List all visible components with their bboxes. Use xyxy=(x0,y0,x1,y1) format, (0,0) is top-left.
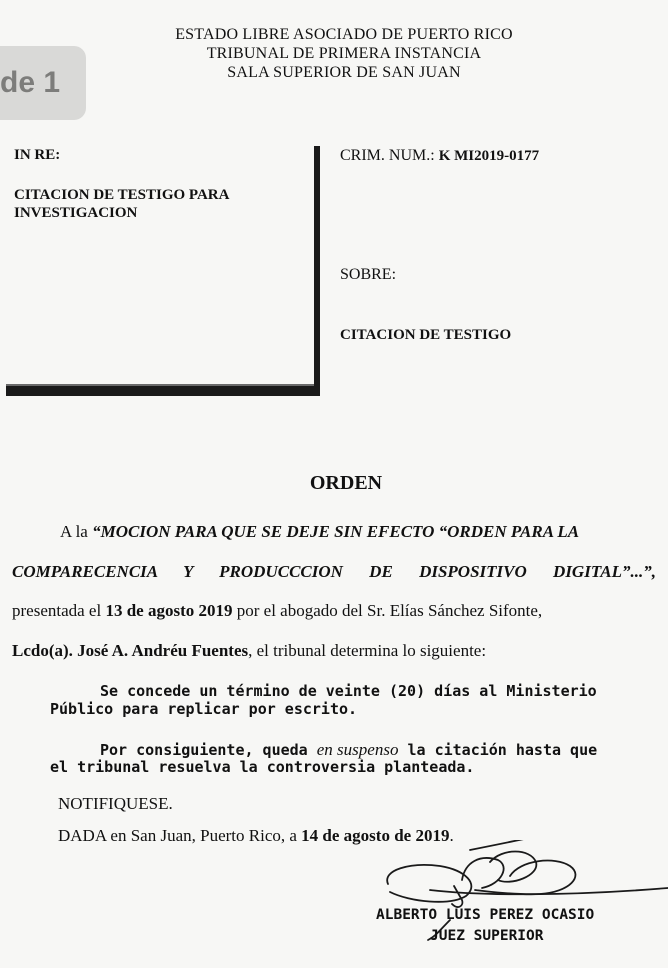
p1-lawyer: Lcdo(a). José A. Andréu Fuentes xyxy=(12,641,249,660)
p1-line4 xyxy=(12,641,486,661)
given-date: 14 de agosto de 2019 xyxy=(301,826,450,845)
p1-motion-a: “MOCION PARA QUE SE DEJE SIN EFECTO “ORDEN PARA LA xyxy=(92,522,580,541)
page-title: ORDEN xyxy=(309,472,383,494)
case-number-label: CRIM. NUM.: xyxy=(340,147,439,164)
caption-matter-line2: INVESTIGACION xyxy=(14,205,138,221)
p2-line2: Público para replicar por escrito. xyxy=(50,700,358,718)
sobre-label: SOBRE: xyxy=(340,266,397,283)
page-count-text: de 1 xyxy=(0,66,61,99)
header-court: TRIBUNAL DE PRIMERA INSTANCIA xyxy=(206,45,482,62)
p3-line2: el tribunal resuelva la controversia planteada. xyxy=(50,758,475,776)
page-count-badge xyxy=(0,46,86,120)
p3-a: Por consiguiente, queda xyxy=(100,741,317,759)
given-end: . xyxy=(449,826,454,845)
p2-line1: Se concede un término de veinte (20) días al Ministerio xyxy=(100,682,597,700)
p1-prefix: A la xyxy=(60,522,93,541)
caption-vertical-rule xyxy=(314,146,320,396)
p3-line1 xyxy=(100,740,597,760)
judge-title: JUEZ SUPERIOR xyxy=(430,928,544,944)
caption-in-re: IN RE: xyxy=(14,147,61,163)
p1-line3-b: por el abogado del Sr. Elías Sánchez Sifonte, xyxy=(232,601,543,620)
header-state: ESTADO LIBRE ASOCIADO DE PUERTO RICO xyxy=(175,26,513,43)
subject: CITACION DE TESTIGO xyxy=(340,327,512,343)
notify-line: NOTIFIQUESE. xyxy=(58,794,173,813)
p3-b: la citación hasta que xyxy=(398,741,598,759)
p1-line3-a: presentada el xyxy=(12,601,106,620)
p3-italic: en suspenso xyxy=(316,740,399,759)
p1-line1 xyxy=(60,522,579,542)
p1-line2: COMPARECENCIA Y PRODUCCCION DE DISPOSITIVO DIGITAL”...”, xyxy=(12,562,656,581)
caption-matter-line1: CITACION DE TESTIGO PARA xyxy=(14,187,230,203)
judge-name: ALBERTO LUIS PEREZ OCASIO xyxy=(376,907,595,923)
given-a: DADA en San Juan, Puerto Rico, a xyxy=(58,826,302,845)
p1-date: 13 de agosto 2019 xyxy=(105,601,233,620)
header-room: SALA SUPERIOR DE SAN JUAN xyxy=(227,64,461,81)
caption-horizontal-rule xyxy=(6,386,320,396)
p1-line4-b: , el tribunal determina lo siguiente: xyxy=(248,641,487,660)
case-number: K MI2019-0177 xyxy=(438,148,540,164)
case-number-line xyxy=(340,147,539,165)
p1-line3 xyxy=(12,601,542,621)
